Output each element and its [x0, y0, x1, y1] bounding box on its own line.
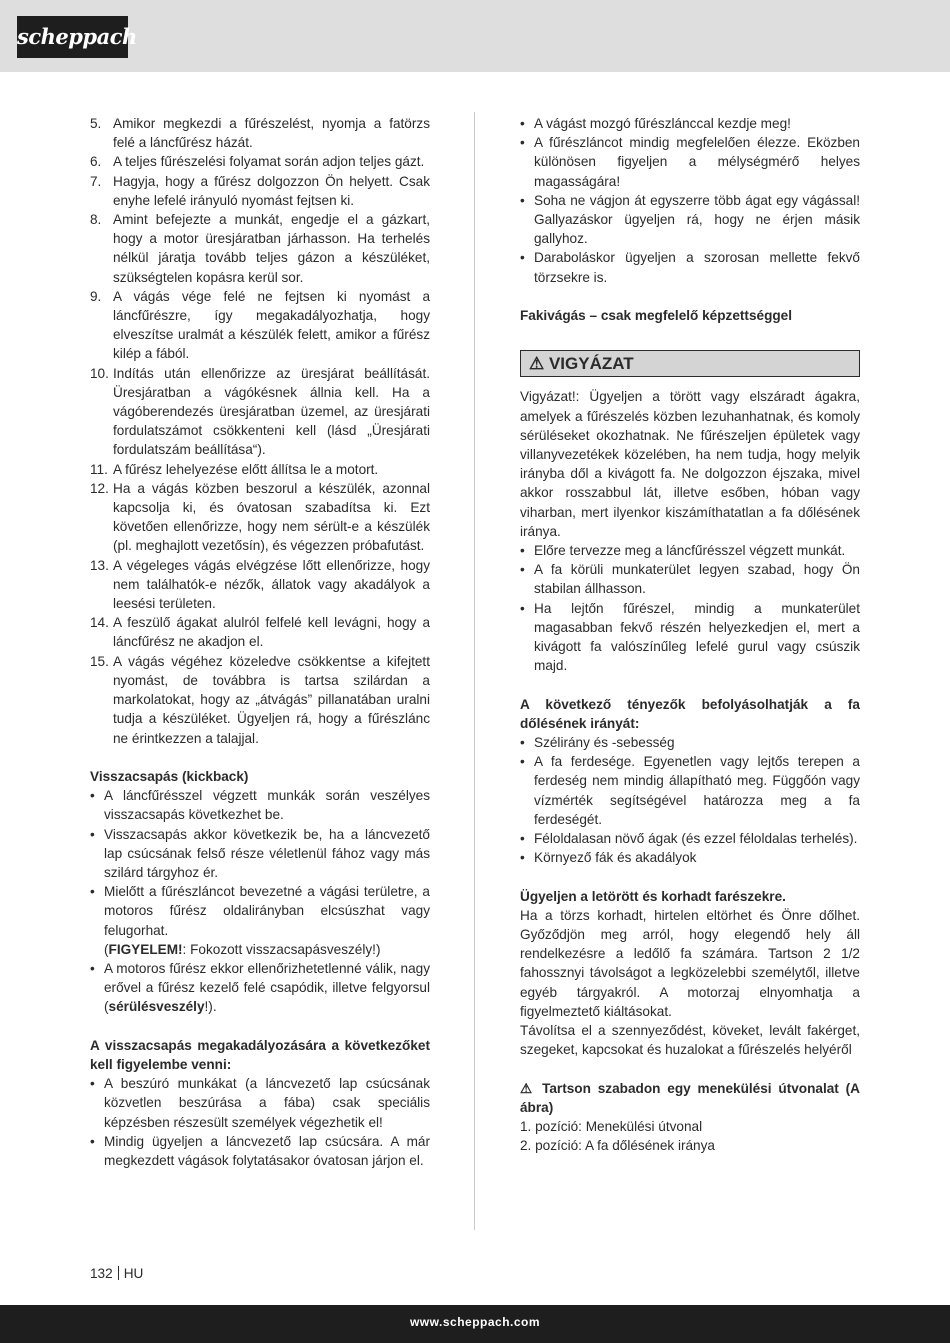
list-item: • Ha lejtőn fűrészel, mindig a munkaterület magasabban fekvő részén helyezkedjen el, mert a kivágott fa valószínűleg lefelé gurul vagy csúszik majd.: [520, 600, 860, 674]
felling-heading: Fakivágás – csak megfelelő képzettséggel: [520, 308, 793, 324]
list-item: 2. pozíció: A fa dőlésének iránya: [520, 1138, 715, 1154]
rotten-text-2: Távolítsa el a szennyeződést, köveket, levált fakérget, szegeket, kapcsokat és huzalokat a fűrészelés helyéről: [520, 1023, 860, 1058]
list-item: 1. pozíció: Menekülési útvonal: [520, 1119, 703, 1135]
list-item: 15. A vágás végéhez közeledve csökkentse a kifejtett nyomást, de továbbra is tartsa szilárdan a markolatokat, hogy az „átvágás” pillanatában uralni tudja a készüléket. Ügyeljen rá, hogy a fűrészlánc ne érintkezzen a talajjal.: [90, 653, 430, 746]
list-item: • Környező fák és akadályok: [520, 850, 697, 866]
list-item: • A beszúró munkákat (a láncvezető lap csúcsának közvetlen beszúrása a fába) csak speciális képzésben részesült személyek végezhetik el!: [90, 1076, 430, 1130]
list-item: • Soha ne vágjon át egyszerre több ágat egy vágással! Gallyazáskor ügyeljen rá, hogy ne érjen másik gallyhoz.: [520, 192, 860, 247]
website-link[interactable]: www.scheppach.com: [409, 1315, 541, 1329]
list-item: 9. A vágás vége felé ne fejtsen ki nyomást a láncfűrészre, így megakadályozhatja, hogy elveszítse uralmát a készülék felett, amikor a fűrész kilép a fából.: [90, 288, 430, 362]
list-item: • A fa körüli munkaterület legyen szabad, hogy Ön stabilan állhasson.: [520, 562, 860, 597]
list-item: 12. Ha a vágás közben beszorul a készülék, azonnal kapcsolja ki, és óvatosan szabadítsa ki. Ezt követően ellenőrizze, hogy nem sérült-e a készülék (pl. meghajlott vezetősín), és végezzen próbafutást.: [90, 480, 430, 554]
right-column: [520, 114, 860, 1155]
list-item: 8. Amint befejezte a munkát, engedje el a gázkart, hogy a motor üresjáratban járhasson. Ha terhelés nélkül járatja tovább teljes gázon a készüléket, szükségtelen kopásra kerül sor.: [90, 212, 430, 285]
warning-box: ⚠ VIGYÁZAT: [520, 350, 860, 377]
kickback-heading: Visszacsapás (kickback): [90, 768, 249, 784]
list-item: 14. A feszülő ágakat alulról felfelé kell levágni, hogy a láncfűrész ne akadjon el.: [90, 615, 430, 650]
list-item: • Féloldalasan növő ágak (és ezzel féloldalas terhelés).: [520, 831, 858, 847]
list-item: • Mindig ügyeljen a láncvezető lap csúcsára. A már megkezdett vágások folytatásakor óvatosan járjon el.: [90, 1133, 430, 1168]
rotten-heading: Ügyeljen a letörött és korhadt farészekre.: [520, 888, 786, 904]
warning-text: Vigyázat!: Ügyeljen a törött vagy elszáradt ágakra, amelyek a fűrészelés közben lezuhanhatnak, és komoly sérüléseket okozhatnak. Ne fűrészeljen épületek vagy villanyvezetékek közelében, ha nem tudja, hogy melyik irányba dől a kivágott fa. Ne dolgozzon éjszaka, mivel akkor rosszabbul lát, illetve esőben, hóban vagy viharban, mert ilyenkor kiszámíthatatlan a fa dőlésének iránya.: [520, 389, 860, 539]
page-header: [0, 0, 950, 72]
list-item: 5. Amikor megkezdi a fűrészelést, nyomja a fatörzs felé a láncfűrész házát.: [90, 116, 430, 151]
list-item: • A fa ferdesége. Egyenetlen vagy lejtős terepen a ferdeség nem mindig állapítható meg. Függőón vagy vízmérték segítségével határozza meg a fa ferdeségét.: [520, 754, 860, 827]
list-item: • Visszacsapás akkor következik be, ha a láncvezető lap csúcsának felső része véletlenül fához vagy más szilárd tárgyhoz ér.: [90, 826, 430, 880]
factors-heading: A következő tényezők befolyásolhatják a fa dőlésének irányát:: [520, 696, 860, 731]
scheppach-logo: scheppach: [17, 16, 128, 58]
kickback-note: (FIGYELEM!: Fokozott visszacsapásveszély!): [104, 941, 381, 957]
list-item: • A fűrészláncot mindig megfelelően élezze. Eközben különösen figyeljen a mélységmérő helyes magasságára!: [520, 135, 860, 189]
list-item: • A motoros fűrész ekkor ellenőrizhetetlenné válik, nagy erővel a fűrész kezelő felé csapódik, illetve felgyorsul (sérülésveszély!).: [90, 960, 430, 1015]
rotten-text-1: Ha a törzs korhadt, hirtelen eltörhet és Önre dőlhet. Győződjön meg arról, hogy elegendő hely áll rendelkezésre a ledőlő fa számára. Tartson 2 1/2 fahossznyi távolságot a legközelebbi személytől, illetve egyéb tárgyakról. A motorzaj elnyomhatja a figyelmeztető kiáltásokat.: [520, 907, 860, 1019]
list-item: 6. A teljes fűrészelési folyamat során adjon teljes gázt.: [90, 154, 425, 170]
list-item: • Mielőtt a fűrészláncot bevezetné a vágási területre, a motoros fűrész oldalirányban elcsúszhat vagy felugorhat.: [90, 884, 430, 938]
list-item: 10. Indítás után ellenőrizze az üresjárat beállítását. Üresjáratban a vágókésnek állnia kell. Ha a vágóberendezés üresjáratban üzemel, az üresjárati fordulatszámot csökkenteni kell (lásd „Üresjárati fordulatszám beállítása“).: [90, 365, 430, 458]
escape-heading: ⚠ Tartson szabadon egy menekülési útvonalat (A ábra): [520, 1080, 860, 1115]
list-item: • Előre tervezze meg a láncfűrésszel végzett munkát.: [520, 543, 846, 559]
list-item: 7. Hagyja, hogy a fűrész dolgozzon Ön helyett. Csak enyhe lefelé irányuló nyomást fejtsen ki.: [90, 173, 430, 208]
list-item: 11. A fűrész lehelyezése előtt állítsa le a motort.: [90, 461, 379, 477]
column-divider: [474, 112, 475, 1230]
left-column: [90, 114, 430, 1170]
list-item: 13. A végeleges vágás elvégzése lőtt ellenőrizze, hogy nem találhatók-e nézők, állatok vagy akadályok a leesési területen.: [90, 557, 430, 612]
list-item: • Szélirány és -sebesség: [520, 735, 675, 751]
list-item: • A vágást mozgó fűrészlánccal kezdje meg!: [520, 116, 791, 131]
list-item: • A láncfűrésszel végzett munkák során veszélyes visszacsapás következhet be.: [90, 788, 430, 823]
list-item: • Daraboláskor ügyeljen a szorosan mellette fekvő törzsekre is.: [520, 250, 860, 285]
prevention-heading: A visszacsapás megakadályozására a következőket kell figyelembe venni:: [90, 1037, 430, 1072]
page-footer: [0, 1305, 950, 1343]
page-number: 132 HU: [90, 1266, 144, 1281]
